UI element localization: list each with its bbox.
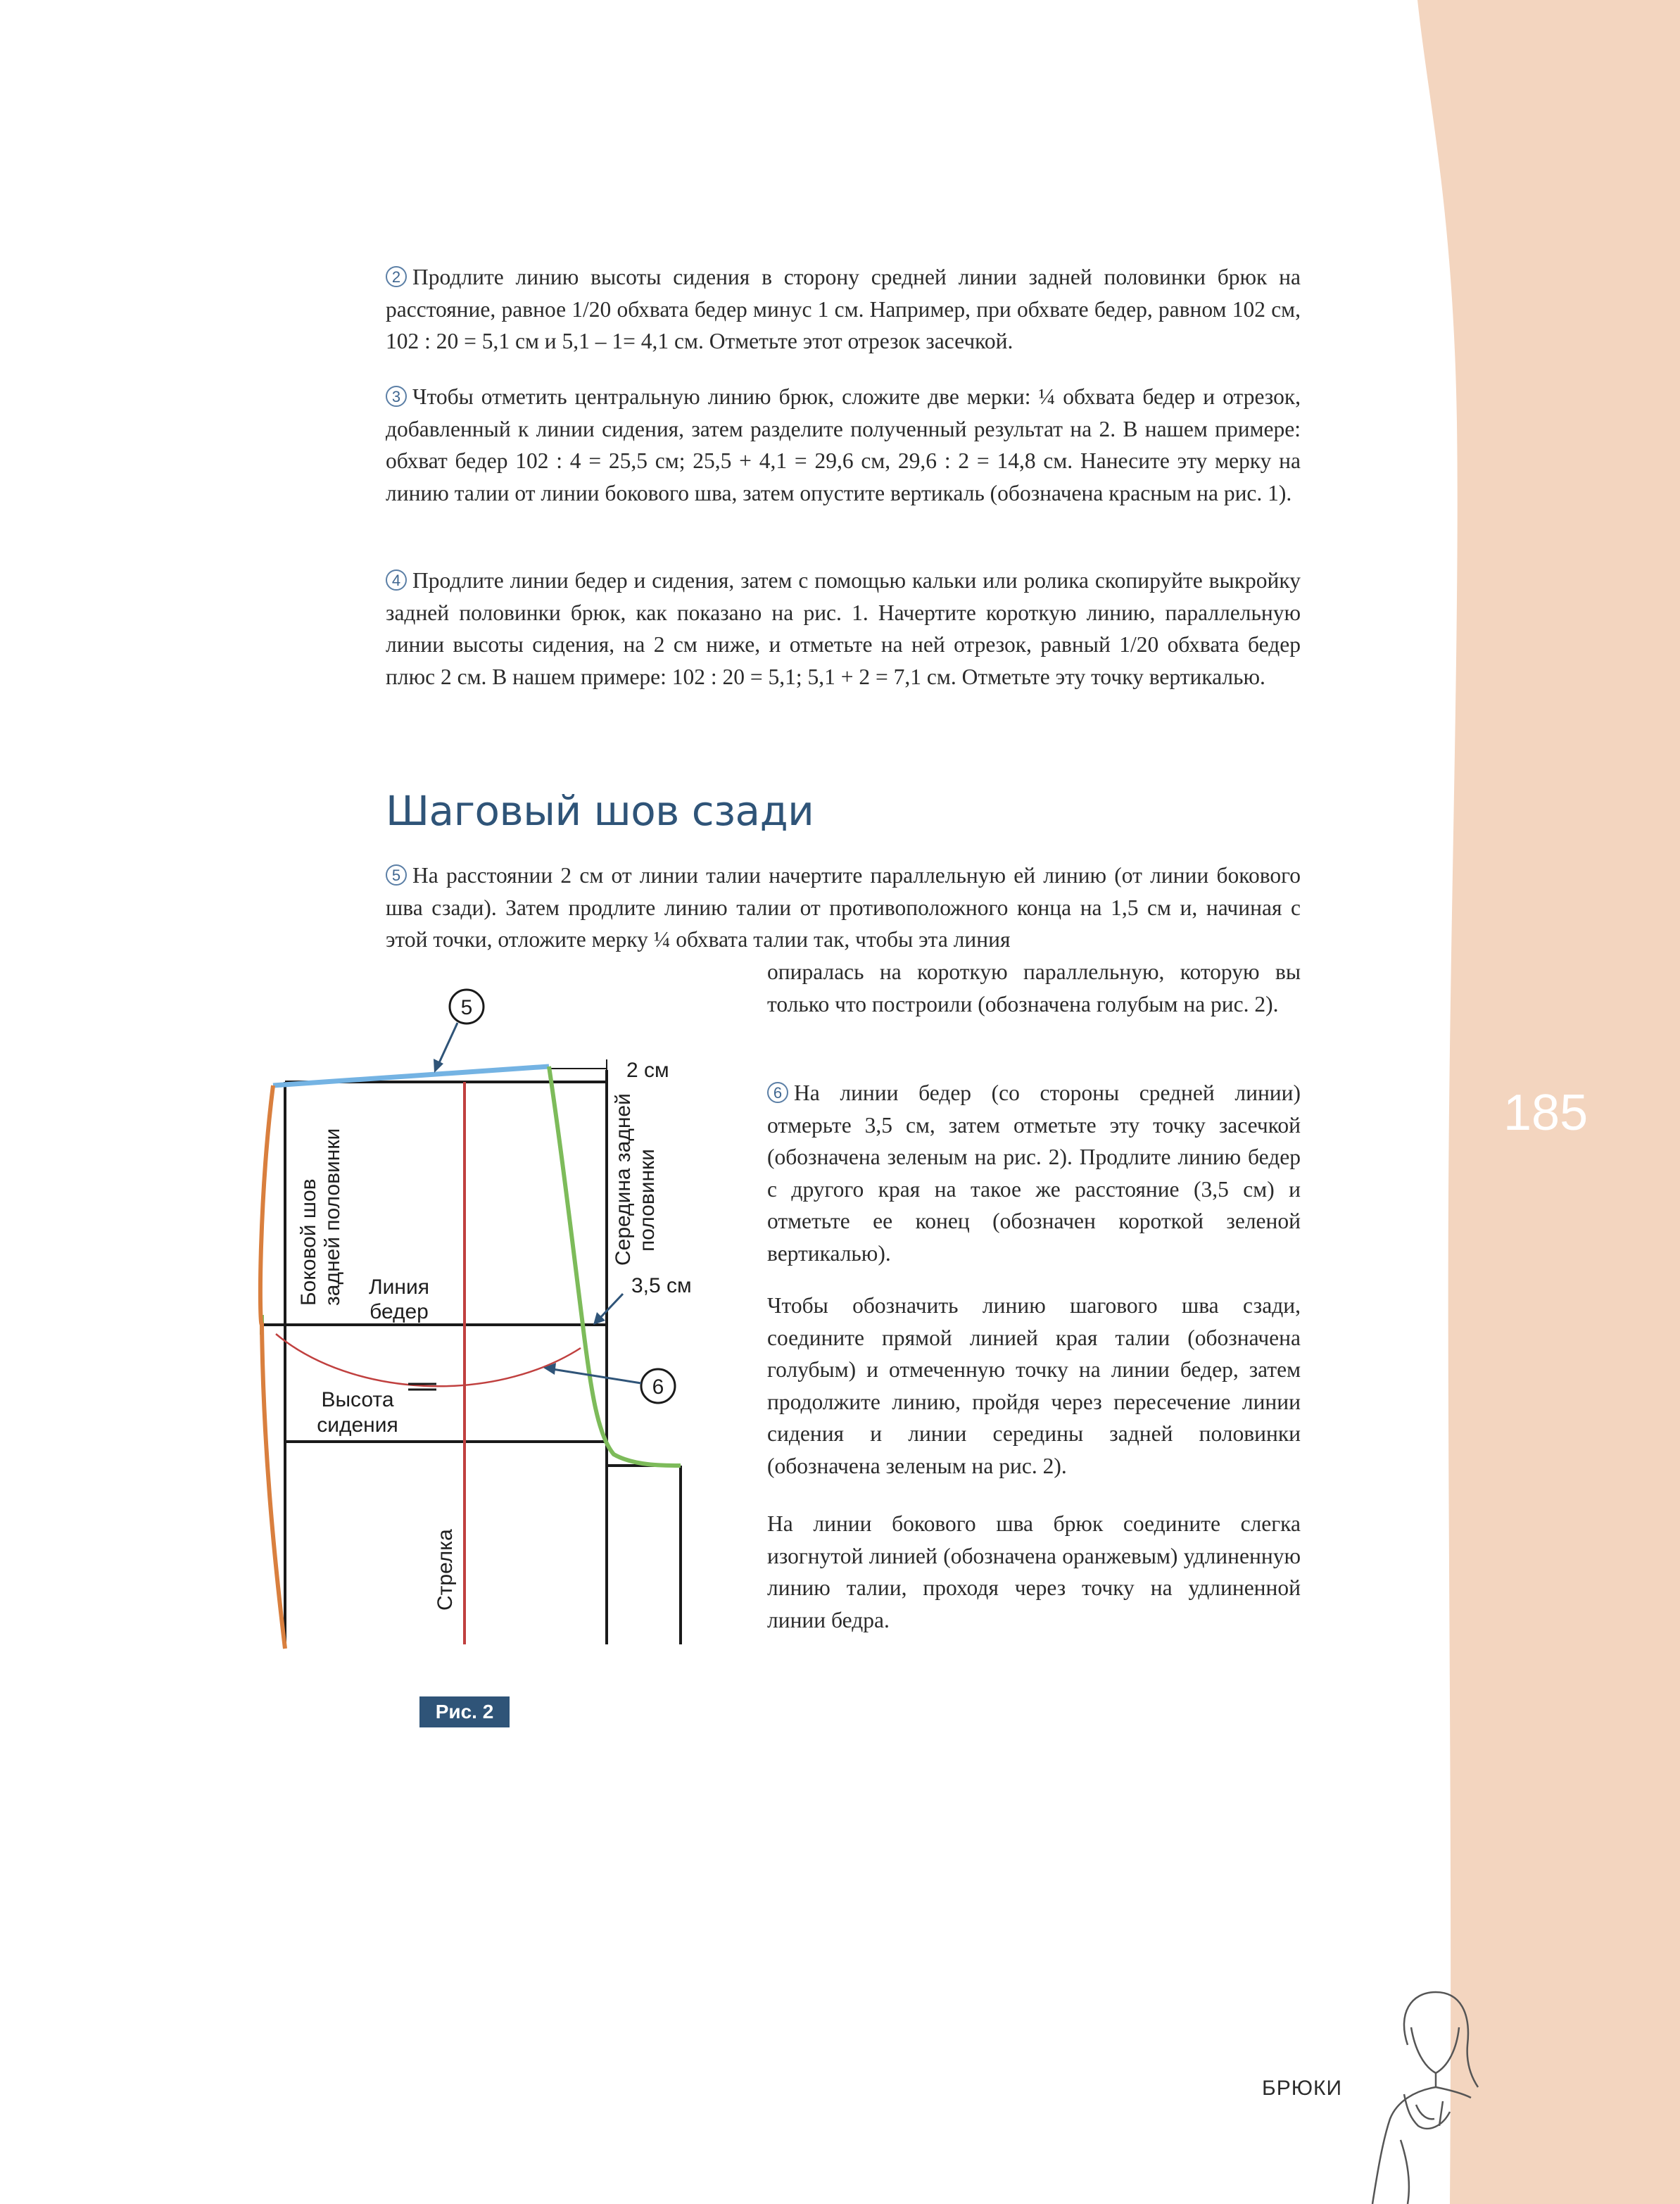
step-number-badge: 6 bbox=[767, 1082, 788, 1103]
label-center-back-2: половинки bbox=[636, 1149, 659, 1252]
step-number-badge: 5 bbox=[386, 864, 407, 886]
paragraph-text: Чтобы отметить центральную линию брюк, сложите две мерки: ¼ обхвата бедер и отрезок, добавленный к линии сидения, затем разделите полученный результат на 2. В нашем примере: обхват бедер 102 : 4 = 25,5 см; 25,5 + 4,1 = 29,6 см, 29,6 : 2 = 14,8 см. Нанесите эту мерку на линию талии от линии бокового шва, затем опустите вертикаль (обозначена красным на рис. 1). bbox=[386, 384, 1301, 505]
paragraph-text: На расстоянии 2 см от линии талии начертите параллельную ей линию (от линии бокового шва сзади). Затем продлите линию талии от противоположного конца на 1,5 см и, начиная с этой точки, отложите мерку ¼ обхвата талии так, чтобы эта линия bbox=[386, 863, 1301, 952]
label-side-seam-2: задней половинки bbox=[321, 1128, 344, 1306]
step-number-badge: 3 bbox=[386, 386, 407, 407]
callout-5-arrowhead bbox=[434, 1059, 443, 1073]
paragraph-step-2 bbox=[386, 261, 1301, 358]
paragraph-crotch-seam: Чтобы обозначить линию шагового шва сзади, соедините прямой линией края талии (обозначена голубым) и отмеченную точку на линии бедер, затем продолжите линию, пройдя через пересечение линии сидения и линии середины задней половинки (обозначена зеленым на рис. 2). bbox=[767, 1293, 1301, 1478]
callout-6-label: 6 bbox=[652, 1375, 664, 1399]
section-heading: Шаговый шов сзади bbox=[386, 787, 814, 835]
label-seat-2: сидения bbox=[317, 1413, 398, 1437]
callout-5-label: 5 bbox=[460, 996, 473, 1019]
paragraph-side-seam: На линии бокового шва брюк соедините слегка изогнутой линией (обозначена оранжевым) удлиненную линию талии, проходя через точку на удлиненной линии бедра. bbox=[767, 1511, 1301, 1632]
label-hip-line-2: бедер bbox=[370, 1300, 429, 1323]
paragraph-text: На линии бедер (со стороны средней линии) отмерьте 3,5 см, затем отметьте эту точку засечкой (обозначена зеленым на рис. 2). Продлите линию бедер с другого края на такое же расстояние (3,5 см) и отметьте ее конец (обозначен короткой зеленой вертикалью). bbox=[767, 1081, 1301, 1266]
step-number-badge: 2 bbox=[386, 266, 407, 287]
callout-6-leader bbox=[552, 1369, 641, 1383]
arrow-35cm-leader bbox=[598, 1294, 623, 1320]
label-hip-line-1: Линия bbox=[368, 1276, 430, 1299]
label-35cm: 3,5 см bbox=[631, 1274, 692, 1297]
label-seat-1: Высота bbox=[321, 1388, 394, 1411]
dimension-2cm bbox=[549, 1059, 607, 1082]
paragraph-step-5-continued: опиралась на короткую параллельную, которую вы только что построили (обозначена голубым на рис. 2). bbox=[767, 959, 1301, 1016]
label-crease: Стрелка bbox=[434, 1529, 457, 1611]
paragraph-step-6 bbox=[767, 1077, 1301, 1269]
paragraph-text: Продлите линии бедер и сидения, затем с помощью кальки или ролика скопируйте выкройку задней половинки брюк, как показано на рис. 1. Начертите короткую линию, параллельную линии высоты сидения, на 2 см ниже, и отметьте на ней отрезок, равный 1/20 обхвата бедер плюс 2 см. В нашем примере: 102 : 20 = 5,1; 5,1 + 2 = 7,1 см. Отметьте эту точку вертикалью. bbox=[386, 568, 1301, 689]
paragraph-step-3 bbox=[386, 381, 1301, 509]
label-center-back-1: Середина задней bbox=[612, 1093, 635, 1266]
paragraph-step-4 bbox=[386, 565, 1301, 693]
paragraph-step-5 bbox=[386, 859, 1301, 956]
figure-pattern-diagram bbox=[253, 978, 704, 1682]
seat-arc-red bbox=[276, 1334, 581, 1386]
label-2cm: 2 см bbox=[626, 1059, 669, 1082]
side-seam-orange bbox=[260, 1085, 285, 1649]
callout-5-leader bbox=[438, 1023, 457, 1066]
chapter-title: БРЮКИ bbox=[1262, 2077, 1343, 2100]
step-number-badge: 4 bbox=[386, 569, 407, 591]
page-number: 185 bbox=[1503, 1085, 1589, 1141]
paragraph-text: Продлите линию высоты сидения в сторону средней линии задней половинки брюк на расстояние, равное 1/20 обхвата бедер минус 1 см. Например, при обхвате бедер, равном 102 см, 102 : 20 = 5,1 см и 5,1 – 1= 4,1 см. Отметьте этот отрезок засечкой. bbox=[386, 265, 1301, 353]
figure-caption: Рис. 2 bbox=[419, 1696, 510, 1727]
label-side-seam-1: Боковой шов bbox=[297, 1178, 320, 1306]
